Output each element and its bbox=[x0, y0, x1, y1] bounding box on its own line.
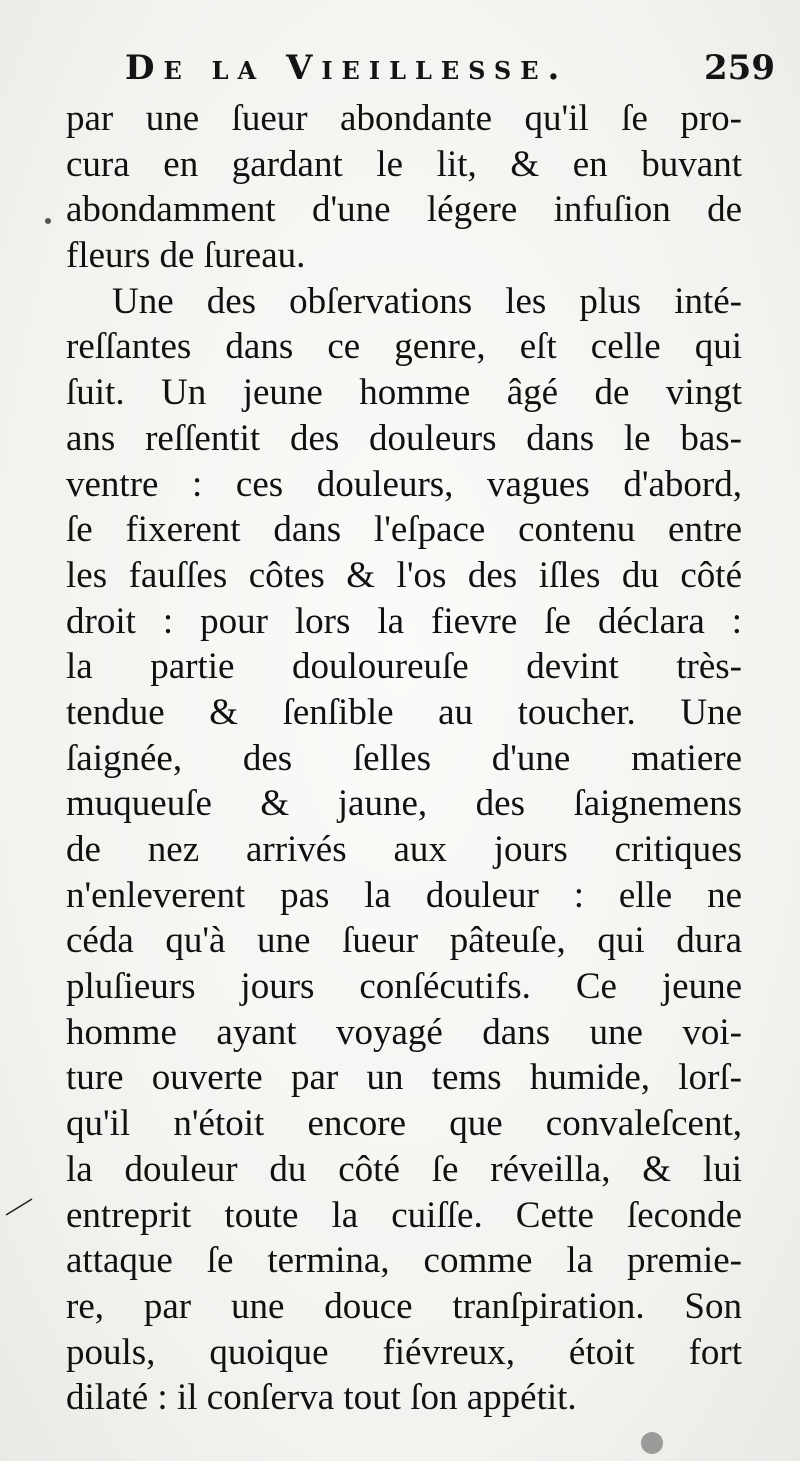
text-line: ſaignée, des ſelles d'une matiere bbox=[66, 737, 742, 779]
text-line: pouls, quoique fiévreux, étoit fort bbox=[66, 1331, 742, 1373]
text-line: par une ſueur abondante qu'il ſe pro- bbox=[66, 98, 742, 139]
text-line: homme ayant voyagé dans une voi- bbox=[66, 1011, 742, 1053]
text-line: attaque ſe termina, comme la premie- bbox=[66, 1240, 742, 1282]
text-line: reſſantes dans ce genre, eſt celle qui bbox=[66, 326, 742, 368]
text-line: fleurs de ſureau. bbox=[66, 235, 306, 277]
text-line: tendue & ſenſible au toucher. Une bbox=[66, 691, 742, 733]
body-text bbox=[66, 96, 742, 1421]
text-line: qu'il n'étoit encore que convaleſcent, bbox=[66, 1103, 742, 1145]
page-header bbox=[125, 48, 775, 98]
text-line: les fauſſes côtes & l'os des iſles du côté bbox=[66, 554, 742, 596]
text-line: dilaté : il conſerva tout ſon appétit. bbox=[66, 1377, 577, 1419]
ink-speck bbox=[641, 1432, 663, 1454]
text-line: ture ouverte par un tems humide, lorſ- bbox=[66, 1057, 742, 1099]
text-line: de nez arrivés aux jours critiques bbox=[66, 829, 742, 870]
text-line: muqueuſe & jaune, des ſaignemens bbox=[66, 783, 742, 825]
text-line: ſuit. Un jeune homme âgé de vingt bbox=[66, 372, 742, 414]
text-line: entreprit toute la cuiſſe. Cette ſeconde bbox=[66, 1194, 742, 1236]
margin-pen-mark bbox=[4, 1195, 34, 1217]
text-line: pluſieurs jours conſécutifs. Ce jeune bbox=[66, 966, 742, 1008]
text-line: la douleur du côté ſe réveilla, & lui bbox=[66, 1148, 742, 1190]
text-line: ventre : ces douleurs, vagues d'abord, bbox=[66, 463, 742, 505]
paragraph-first-line: Une des obſervations les plus inté- bbox=[112, 280, 742, 322]
text-line: cura en gardant le lit, & en buvant bbox=[66, 143, 742, 185]
ink-speck bbox=[45, 218, 51, 224]
text-line: la partie douloureuſe devint très- bbox=[66, 646, 742, 688]
text-line: droit : pour lors la fievre ſe déclara : bbox=[66, 600, 742, 642]
text-line: n'enleverent pas la douleur : elle ne bbox=[66, 874, 742, 916]
text-line: ans reſſentit des douleurs dans le bas- bbox=[66, 417, 742, 459]
text-line: re, par une douce tranſpiration. Son bbox=[66, 1285, 742, 1327]
running-title: De la Vieillesse. bbox=[125, 48, 569, 88]
text-line: céda qu'à une ſueur pâteuſe, qui dura bbox=[66, 920, 742, 962]
text-line: abondamment d'une légere infuſion de bbox=[66, 189, 742, 231]
text-line: ſe fixerent dans l'eſpace contenu entre bbox=[66, 509, 742, 551]
page-number: 259 bbox=[704, 48, 775, 88]
